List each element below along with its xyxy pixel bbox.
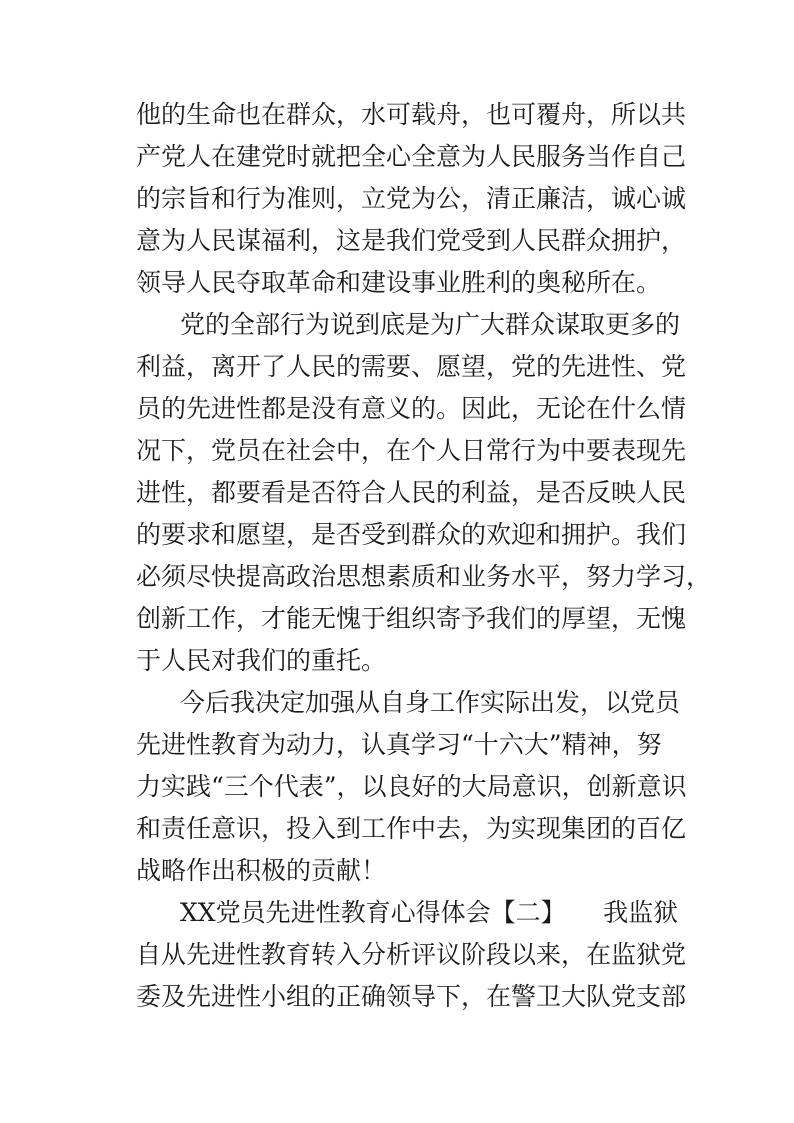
text-line: 利益，离开了人民的需要、愿望，党的先进性、党 (136, 352, 687, 381)
paragraph-first-line: 党的全部行为说到底是为广大群众谋取更多的 (180, 310, 681, 339)
text-line: 和责任意识，投入到工作中去，为实现集团的百亿 (136, 814, 687, 843)
text-line: 他的生命也在群众，水可载舟，也可覆舟，所以共 (136, 100, 687, 129)
section-heading-line: XX党员先进性教育心得体会【二】 我监狱 (180, 898, 679, 927)
text-line: 意为人民谋福利，这是我们党受到人民群众拥护， (136, 226, 687, 255)
text-line: 力实践“三个代表”，以良好的大局意识，创新意识 (136, 772, 687, 801)
text-line: 战略作出积极的贡献！ (136, 856, 387, 885)
text-line: 产党人在建党时就把全心全意为人民服务当作自己 (136, 142, 687, 171)
text-line: 委及先进性小组的正确领导下，在警卫大队党支部 (136, 982, 687, 1011)
text-line: 创新工作，才能无愧于组织寄予我们的厚望，无愧 (136, 604, 687, 633)
paragraph-first-line: 今后我决定加强从自身工作实际出发，以党员 (180, 688, 681, 717)
text-line: 自从先进性教育转入分析评议阶段以来，在监狱党 (136, 940, 687, 969)
text-line: 领导人民夺取革命和建设事业胜利的奥秘所在。 (136, 268, 662, 297)
text-line: 进性，都要看是否符合人民的利益，是否反映人民 (136, 478, 687, 507)
text-line: 于人民对我们的重托。 (136, 646, 387, 675)
text-line: 员的先进性都是没有意义的。因此，无论在什么情 (136, 394, 687, 423)
text-line: 必须尽快提高政治思想素质和业务水平，努力学习， (136, 562, 712, 591)
text-line: 的宗旨和行为准则，立党为公，清正廉洁，诚心诚 (136, 184, 687, 213)
text-line: 先进性教育为动力，认真学习“十六大”精神，努 (136, 730, 662, 759)
text-line: 的要求和愿望，是否受到群众的欢迎和拥护。我们 (136, 520, 687, 549)
text-line: 况下，党员在社会中，在个人日常行为中要表现先 (136, 436, 687, 465)
